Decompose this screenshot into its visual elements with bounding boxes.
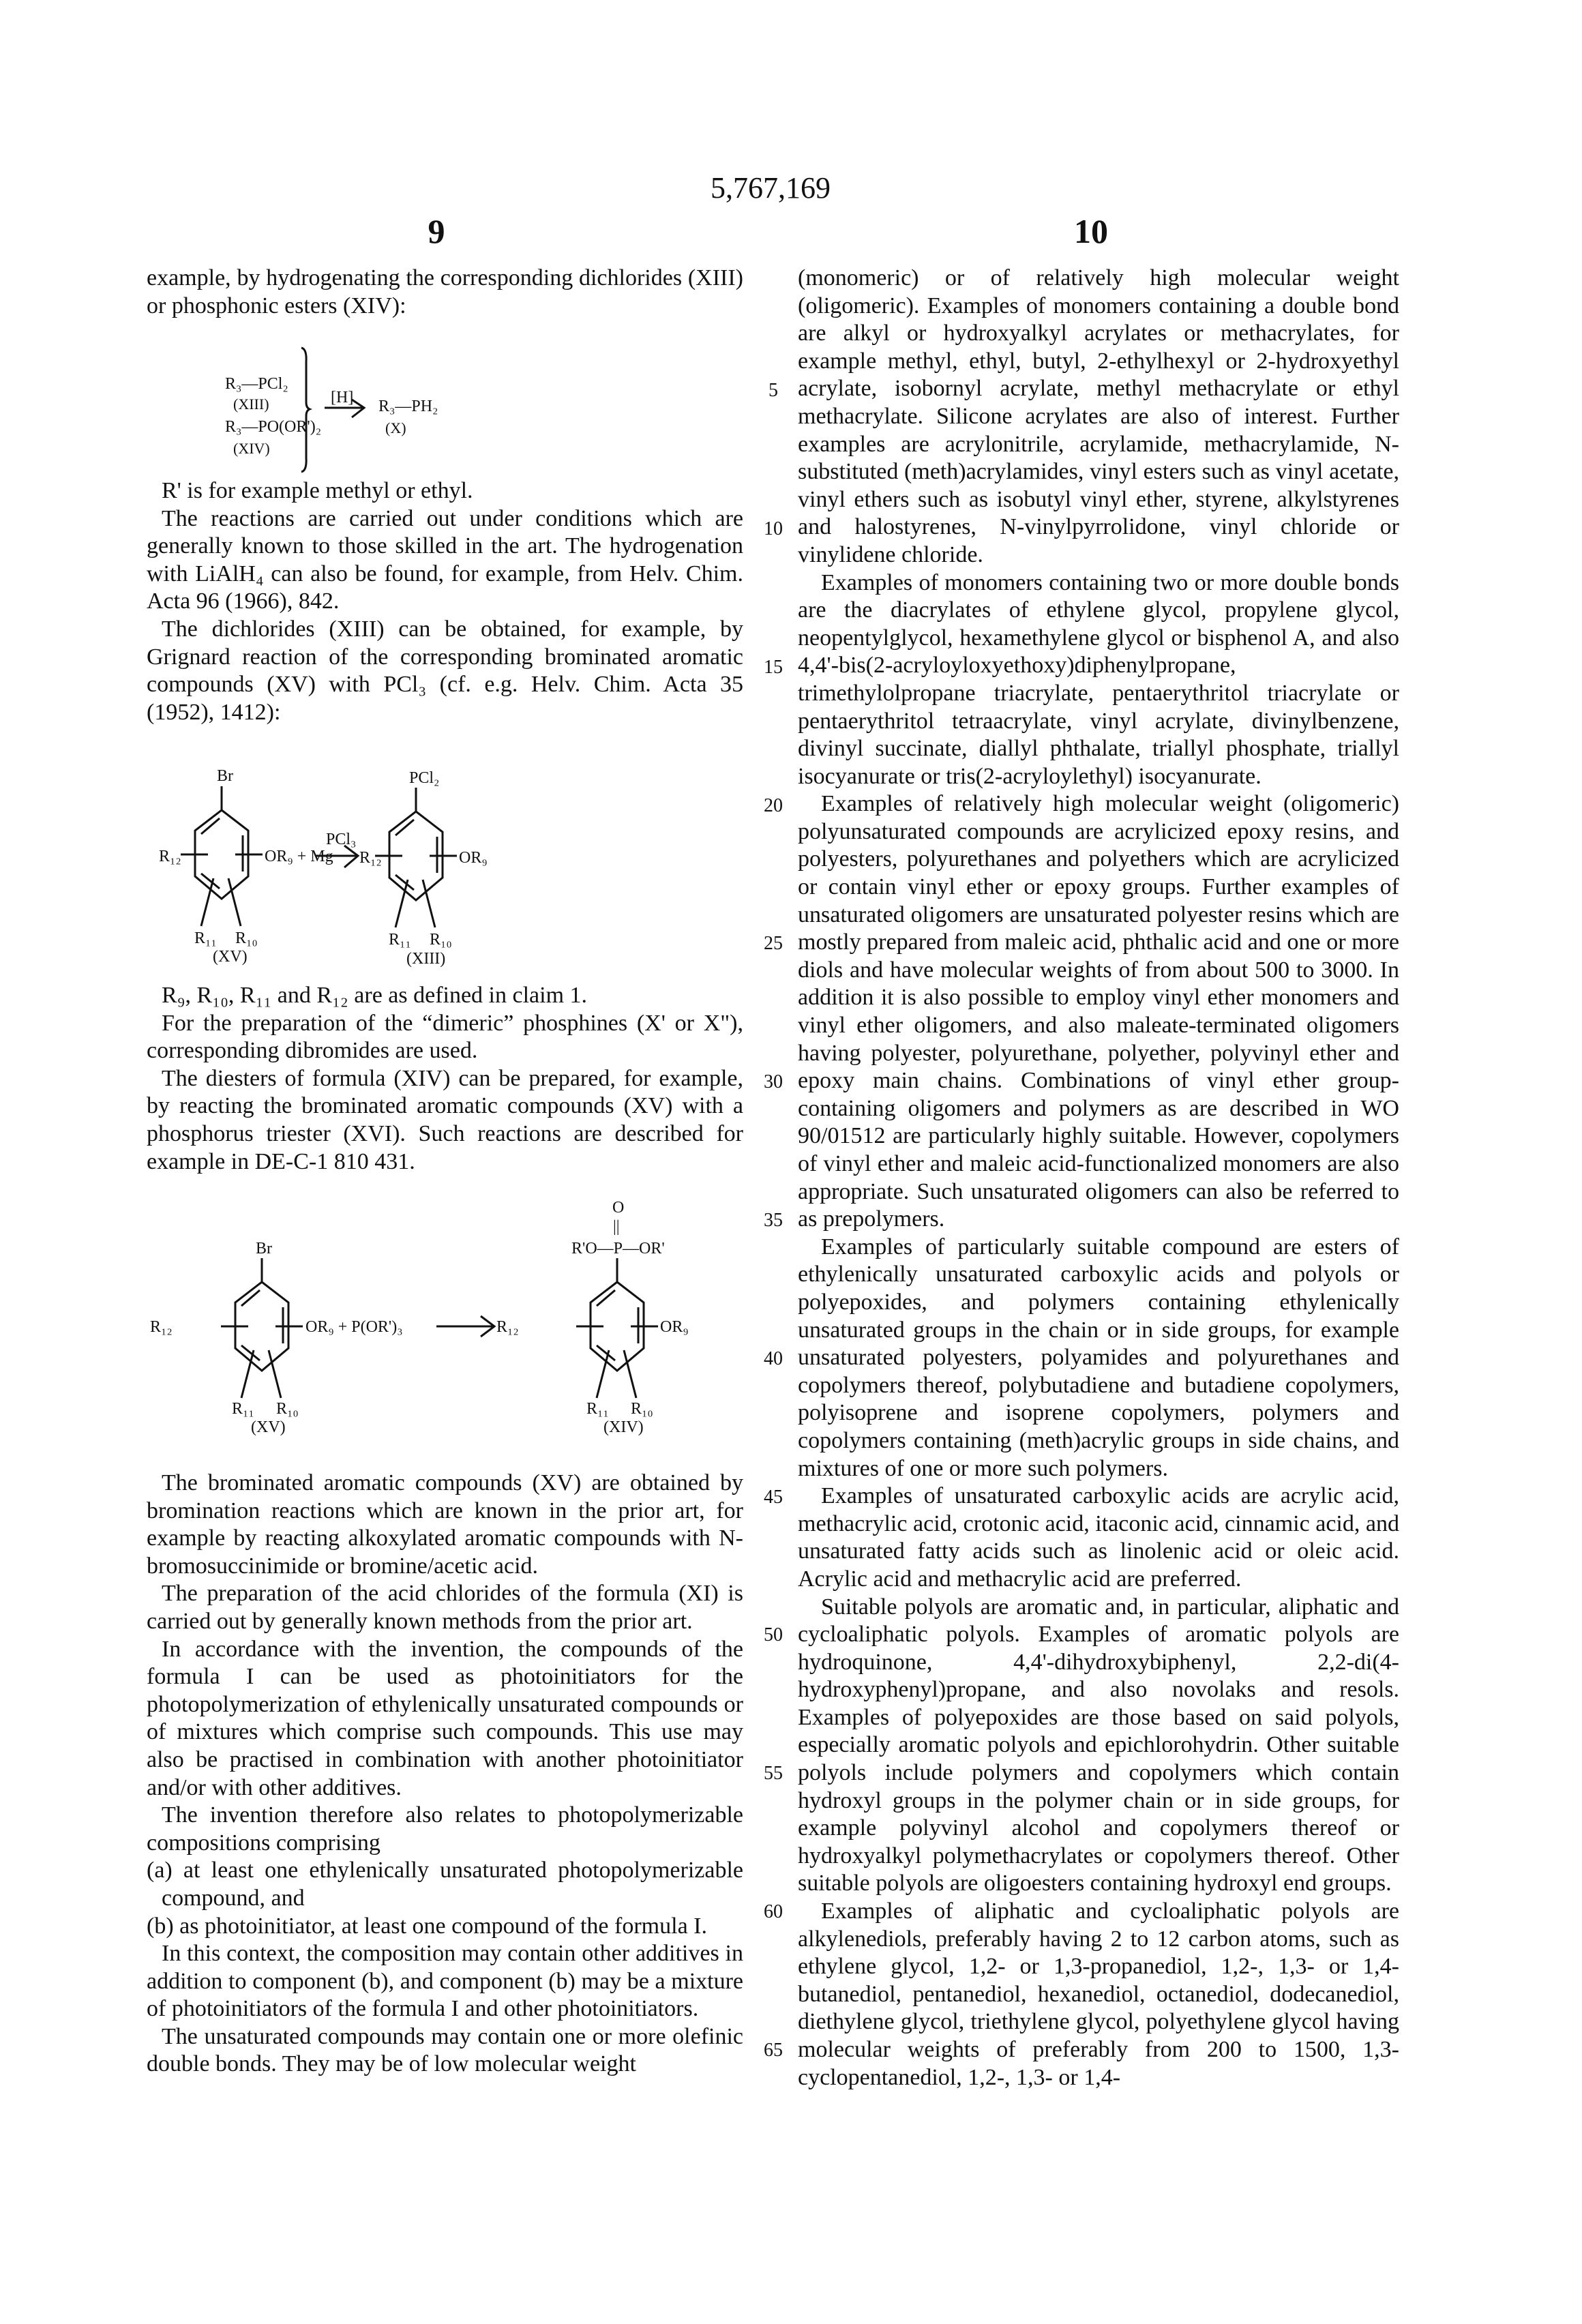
compound-label: (XV) bbox=[213, 948, 248, 966]
product: R₃—PH₂ bbox=[378, 398, 438, 415]
substituent-label: R₁₂ bbox=[150, 1318, 173, 1336]
reagent-label: [H] bbox=[331, 389, 353, 406]
substituent-label: R₁₁ bbox=[232, 1400, 254, 1418]
line-number: 25 bbox=[758, 933, 788, 955]
benzene-ring bbox=[576, 1258, 658, 1398]
substituent-label: R₁₀ bbox=[430, 931, 452, 949]
line-number: 60 bbox=[758, 1901, 788, 1923]
line-number: 10 bbox=[758, 518, 788, 540]
substituent-label: OR₉ + P(OR')₃ bbox=[305, 1318, 403, 1336]
right-column bbox=[798, 265, 1399, 2091]
paragraph: The preparation of the acid chlorides of the formula (XI) is carried out by generally known methods from the prior art. bbox=[147, 1580, 743, 1635]
compound-label: (XV) bbox=[251, 1418, 286, 1436]
paragraph: Examples of particularly suitable compound are esters of ethylenically unsaturated carboxylic acids and polyols or polyepoxides, and polymers containing ethylenically unsaturated groups in the chain or in side groups, for example unsaturated polyesters, polyamides and polyurethanes and copolymers thereof, polybutadiene and butadiene copolymers, polyisoprene and isoprene copolymers, polymers and copolymers containing (meth)acrylic groups in side chains, and mixtures of one or more such polymers. bbox=[798, 1234, 1399, 1483]
line-number: 35 bbox=[758, 1210, 788, 1232]
line-number: 5 bbox=[758, 380, 788, 402]
oxygen-label: O bbox=[612, 1199, 624, 1217]
substituent-label: OR₉ bbox=[660, 1318, 689, 1336]
substituent-label: R₁₂ bbox=[359, 849, 382, 867]
page-number-right: 10 bbox=[1064, 211, 1118, 251]
compound-label: (XIV) bbox=[233, 440, 270, 457]
patent-number: 5,767,169 bbox=[0, 170, 1541, 205]
paragraph: The diesters of formula (XIV) can be prepared, for example, by reacting the brominated aromatic compounds (XV) with a phosphorus triester (XVI). Such reactions are described for example in DE-C-1 810 431. bbox=[147, 1065, 743, 1176]
paragraph: The invention therefore also relates to photopolymerizable compositions comprising bbox=[147, 1802, 743, 1857]
paragraph: Examples of unsaturated carboxylic acids are acrylic acid, methacrylic acid, crotonic acid, itaconic acid, cinnamic acid, and unsaturated fatty acids such as linolenic acid or oleic acid. Acrylic acid and methacrylic acid are preferred. bbox=[798, 1483, 1399, 1593]
line-number: 20 bbox=[758, 795, 788, 817]
substituent-label: R'O—P—OR' bbox=[571, 1240, 665, 1257]
line-number: 55 bbox=[758, 1763, 788, 1785]
substituent-label: OR₉ bbox=[459, 849, 488, 867]
paragraph: The unsaturated compounds may contain one or more olefinic double bonds. They may be of low molecular weight bbox=[147, 2023, 743, 2079]
substituent-label: R₁₂ bbox=[159, 848, 181, 865]
reactant-xiv: R₃—PO(OR')₂ bbox=[225, 418, 321, 436]
compound-label: (XIV) bbox=[603, 1418, 644, 1436]
reactant-xiii: R₃—PCl₂ bbox=[225, 375, 288, 393]
line-number: 50 bbox=[758, 1624, 788, 1646]
substituent-label: R₁₁ bbox=[586, 1400, 609, 1418]
line-number: 45 bbox=[758, 1487, 788, 1508]
left-text-block-4 bbox=[147, 1470, 743, 2079]
compound-label: (XIII) bbox=[233, 396, 269, 413]
paragraph: Examples of relatively high molecular weight (oligomeric) polyunsaturated compounds are acrylicized epoxy resins, and polyesters, polyurethanes and polyethers which are acrylicized or contain vinyl ether or epoxy groups. Further examples of unsaturated oligomers are unsaturated polyester resins which are mostly prepared from maleic acid, phthalic acid and one or more diols and have molecular weights of from about 500 to 3000. In addition it is also possible to employ vinyl ether monomers and vinyl ether oligomers, and also maleate-terminated oligomers having polyester, polyurethane, polyether, polyvinyl ether and epoxy main chains. Combinations of vinyl ether group-containing oligomers and polymers as are described in WO 90/01512 are particularly highly suitable. However, copolymers of vinyl ether and maleic acid-functionalized monomers are also appropriate. Such unsaturated oligomers can also be referred to as prepolymers. bbox=[798, 790, 1399, 1234]
list-item: (a) at least one ethylenically unsaturated photopolymerizable compound, and bbox=[147, 1857, 743, 1912]
paragraph: (monomeric) or of relatively high molecular weight (oligomeric). Examples of monomers containing a double bond are alkyl or hydroxyalkyl acrylates or methacrylates, for example methyl, ethyl, butyl, 2-ethylhexyl or 2-hydroxyethyl acrylate, isobornyl acrylate, methyl methacrylate or ethyl methacrylate. Silicone acrylates are also of interest. Further examples are acrylonitrile, acrylamide, methacrylamide, N-substituted (meth)acrylamides, vinyl esters such as vinyl acetate, vinyl ethers such as isobutyl vinyl ether, styrene, alkylstyrenes and halostyrenes, N-vinylpyrrolidone, vinyl chloride or vinylidene chloride. bbox=[798, 265, 1399, 569]
substituent-label: R₁₀ bbox=[235, 929, 258, 947]
substituent-label: R₁₁ bbox=[389, 931, 411, 949]
substituent-label: R₁₂ bbox=[496, 1318, 519, 1336]
paragraph: Examples of monomers containing two or more double bonds are the diacrylates of ethylene glycol, propylene glycol, neopentylglycol, hexamethylene glycol or bisphenol A, and also 4,4'-bis(2-acryloyloxyethoxy)diphenylpropane, trimethylolpropane triacrylate, pentaerythritol triacrylate or pentaerythritol tetraacrylate, vinyl acrylate, divinylbenzene, divinyl succinate, diallyl phthalate, triallyl phosphate, triallyl isocyanurate or tris(2-acryloylethyl) isocyanurate. bbox=[798, 569, 1399, 791]
line-number: 40 bbox=[758, 1348, 788, 1370]
substituent-label: R₁₀ bbox=[631, 1400, 653, 1418]
reaction-arrow bbox=[436, 1316, 494, 1337]
line-number: 15 bbox=[758, 657, 788, 679]
paragraph: The brominated aromatic compounds (XV) are obtained by bromination reactions which are known in the prior art, for example by reacting alkoxylated aromatic compounds with N-bromosuccinimide or bromine/acetic acid. bbox=[147, 1470, 743, 1580]
compound-label: (XIII) bbox=[406, 950, 445, 968]
paragraph: For the preparation of the “dimeric” phosphines (X' or X"), corresponding dibromides are used. bbox=[147, 1010, 743, 1065]
substituent-label: OR₉ + Mg bbox=[265, 848, 333, 865]
paragraph: Examples of aliphatic and cycloaliphatic polyols are alkylenediols, preferably having 2 to 12 carbon atoms, such as ethylene glycol, 1,2- or 1,3-propanediol, 1,2-, 1,3- or 1,4-butanediol, pentanediol, hexanediol, octanediol, dodecanediol, diethylene glycol, triethylene glycol, polyethylene glycol having molecular weights of preferably from 200 to 1500, 1,3-cyclopentanediol, 1,2-, 1,3- or 1,4- bbox=[798, 1898, 1399, 2091]
paragraph: Suitable polyols are aromatic and, in particular, aliphatic and cycloaliphatic polyols. Examples of aromatic polyols are hydroquinone, 4,4'-dihydroxybiphenyl, 2,2-di(4-hydroxyphenyl)propane, and also novolaks and resols. Examples of polyepoxides are those based on said polyols, especially aromatic polyols and epichlorohydrin. Other suitable polyols include polymers and copolymers which contain hydroxyl groups in the polymer chain or in side groups, for example polyvinyl alcohol and copolymers thereof or hydroxyalkyl polymethacrylates or copolymers thereof. Other suitable polyols are oligoesters containing hydroxyl end groups. bbox=[798, 1594, 1399, 1898]
paragraph: In accordance with the invention, the compounds of the formula I can be used as photoinitiators for the photopolymerization of ethylenically unsaturated compounds or of mixtures which comprise such compounds. This use may also be practised in combination with another photoinitiator and/or with other additives. bbox=[147, 1636, 743, 1802]
list-item: (b) as photoinitiator, at least one compound of the formula I. bbox=[147, 1913, 743, 1941]
benzene-ring bbox=[221, 1258, 303, 1398]
page-number-left: 9 bbox=[416, 211, 457, 251]
paragraph: R' is for example methyl or ethyl. bbox=[147, 477, 743, 505]
substituent-label: PCl₂ bbox=[409, 769, 439, 787]
double-bond: || bbox=[613, 1218, 620, 1236]
paragraph: The reactions are carried out under conditions which are generally known to those skilled in the art. The hydrogenation with LiAlH₄ can also be found, for example, from Helv. Chim. Acta 96 (1966), 842. bbox=[147, 505, 743, 616]
substituent-label: Br bbox=[256, 1240, 272, 1257]
line-number: 65 bbox=[758, 2040, 788, 2061]
paragraph: In this context, the composition may contain other additives in addition to component (b), and component (b) may be a mixture of photoinitiators of the formula I and other photoinitiators. bbox=[147, 1940, 743, 2023]
paragraph: R₉, R₁₀, R₁₁ and R₁₂ are as defined in claim 1. bbox=[147, 982, 743, 1010]
paragraph: example, by hydrogenating the corresponding dichlorides (XIII) or phosphonic esters (XIV): bbox=[147, 265, 743, 320]
paragraph: The dichlorides (XIII) can be obtained, for example, by Grignard reaction of the corresponding brominated aromatic compounds (XV) with PCl₃ (cf. e.g. Helv. Chim. Acta 35 (1952), 1412): bbox=[147, 616, 743, 726]
reagent-label: PCl₃ bbox=[326, 831, 356, 848]
substituent-label: R₁₁ bbox=[194, 929, 217, 947]
line-number: 30 bbox=[758, 1071, 788, 1093]
substituent-label: R₁₀ bbox=[276, 1400, 299, 1418]
compound-label: (X) bbox=[385, 419, 406, 436]
substituent-label: Br bbox=[217, 767, 233, 785]
